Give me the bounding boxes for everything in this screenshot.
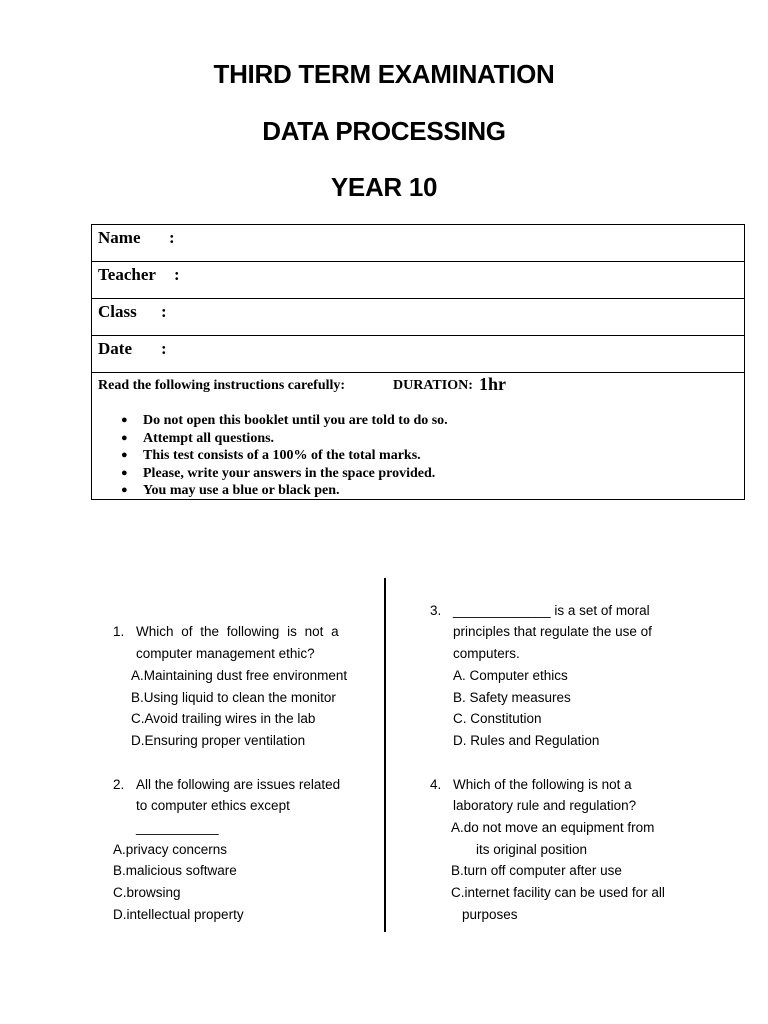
exam-title: THIRD TERM EXAMINATION bbox=[213, 59, 555, 89]
option-d[interactable]: D.Ensuring proper ventilation bbox=[131, 733, 306, 748]
teacher-colon: : bbox=[174, 265, 180, 284]
bullet-icon: ● bbox=[121, 484, 128, 497]
instructions-list bbox=[92, 412, 448, 500]
question-number: 1. bbox=[113, 624, 125, 639]
option-a-continued[interactable]: its original position bbox=[476, 842, 588, 857]
instructions-heading: Read the following instructions carefully: bbox=[98, 378, 346, 393]
option-c[interactable]: C. Constitution bbox=[453, 711, 542, 726]
option-c[interactable]: C.internet facility can be used for all bbox=[451, 885, 665, 900]
option-b[interactable]: B.malicious software bbox=[113, 863, 237, 878]
question-stem-line: laboratory rule and regulation? bbox=[453, 798, 637, 813]
question-stem-line: principles that regulate the use of bbox=[453, 624, 652, 639]
name-field-row[interactable] bbox=[92, 225, 744, 262]
option-d[interactable]: D.intellectual property bbox=[113, 907, 244, 922]
option-a[interactable]: A. Computer ethics bbox=[453, 668, 568, 683]
instruction-item bbox=[92, 430, 448, 448]
instruction-item bbox=[92, 465, 448, 483]
question-stem-line: All the following are issues related bbox=[136, 777, 341, 792]
name-label: Name bbox=[98, 228, 141, 247]
instructions-section bbox=[92, 373, 744, 499]
question-stem-line: computer management ethic? bbox=[136, 646, 315, 661]
instruction-text: Please, write your answers in the space provided. bbox=[143, 465, 436, 481]
class-colon: : bbox=[161, 302, 167, 321]
question-stem-line: _____________ is a set of moral bbox=[453, 603, 650, 618]
duration-value: 1hr bbox=[479, 374, 506, 394]
question-stem-line: to computer ethics except bbox=[136, 798, 290, 813]
option-a[interactable]: A.privacy concerns bbox=[113, 842, 228, 857]
subject-title: DATA PROCESSING bbox=[262, 116, 506, 146]
teacher-label: Teacher bbox=[98, 265, 156, 284]
instruction-text: You may use a blue or black pen. bbox=[143, 483, 340, 499]
question-number: 2. bbox=[113, 777, 125, 792]
question-stem-line: Which of the following is not a bbox=[136, 624, 339, 639]
question-stem-line: computers. bbox=[453, 646, 520, 661]
instruction-text: Do not open this booklet until you are told to do so. bbox=[143, 413, 448, 428]
column-divider bbox=[384, 578, 386, 932]
answer-blank[interactable]: ___________ bbox=[136, 820, 219, 835]
teacher-field-row[interactable] bbox=[92, 262, 744, 299]
bullet-icon: ● bbox=[121, 466, 128, 479]
date-field-row[interactable] bbox=[92, 336, 744, 373]
class-field-row[interactable] bbox=[92, 299, 744, 336]
class-label: Class bbox=[98, 302, 137, 321]
instruction-item bbox=[92, 447, 448, 465]
option-d[interactable]: D. Rules and Regulation bbox=[453, 733, 600, 748]
student-info-table bbox=[91, 224, 745, 500]
option-a[interactable]: A.Maintaining dust free environment bbox=[131, 668, 348, 683]
bullet-icon: ● bbox=[121, 431, 128, 444]
instruction-item bbox=[92, 482, 448, 500]
option-a[interactable]: A.do not move an equipment from bbox=[451, 820, 655, 835]
duration-label: DURATION: bbox=[393, 378, 473, 393]
date-label: Date bbox=[98, 339, 132, 358]
option-c[interactable]: C.browsing bbox=[113, 885, 181, 900]
name-colon: : bbox=[169, 228, 175, 247]
date-colon: : bbox=[161, 339, 167, 358]
instruction-text: This test consists of a 100% of the total marks. bbox=[143, 448, 421, 464]
instruction-text: Attempt all questions. bbox=[143, 430, 275, 446]
option-b[interactable]: B. Safety measures bbox=[453, 690, 571, 705]
question-number: 3. bbox=[430, 603, 442, 618]
option-b[interactable]: B.Using liquid to clean the monitor bbox=[131, 690, 336, 705]
question-number: 4. bbox=[430, 777, 442, 792]
bullet-icon: ● bbox=[121, 449, 128, 462]
option-c[interactable]: C.Avoid trailing wires in the lab bbox=[131, 711, 316, 726]
option-c-continued[interactable]: purposes bbox=[462, 907, 518, 922]
year-title: YEAR 10 bbox=[330, 172, 438, 202]
instruction-item bbox=[92, 412, 448, 430]
question-stem-line: Which of the following is not a bbox=[453, 777, 632, 792]
bullet-icon: ● bbox=[121, 414, 128, 426]
option-b[interactable]: B.turn off computer after use bbox=[451, 863, 622, 878]
